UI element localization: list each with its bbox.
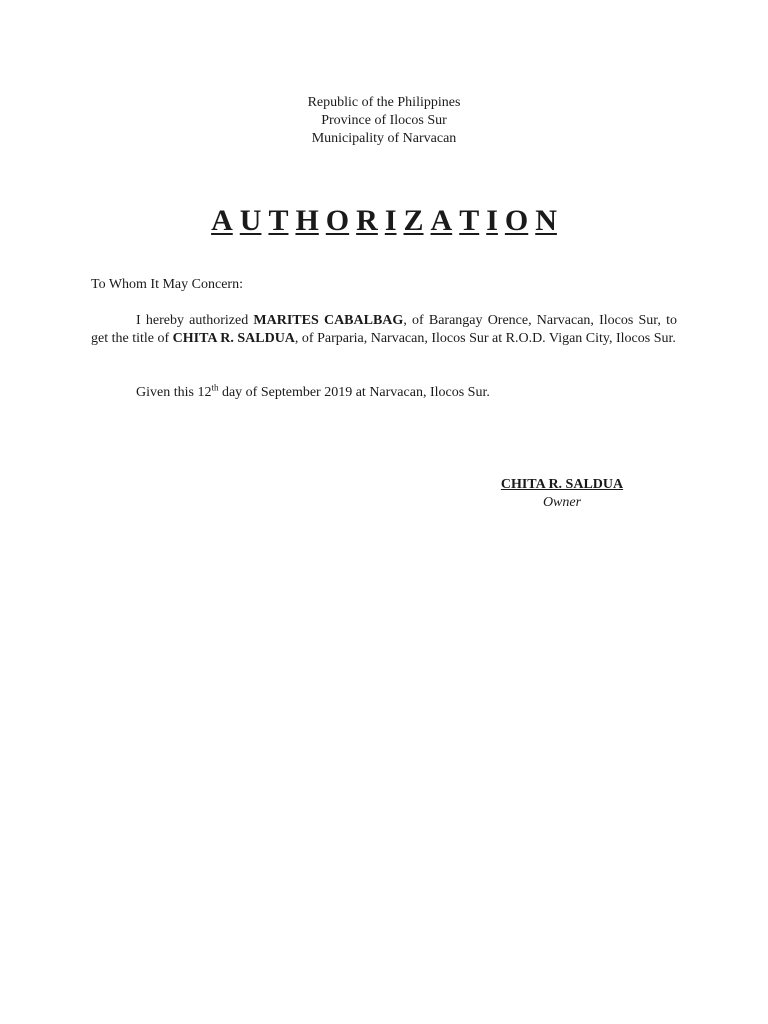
header-line-republic: Republic of the Philippines bbox=[307, 95, 461, 110]
header-line-municipality: Municipality of Narvacan bbox=[311, 131, 457, 146]
authorized-person-name: MARITES CABALBAG bbox=[253, 313, 404, 328]
ordinal-suffix: th bbox=[211, 382, 219, 393]
date-text: day of September 2019 at Narvacan, Ilocos Sur. bbox=[218, 385, 490, 400]
title-letter: H bbox=[295, 204, 319, 237]
title-letter: Z bbox=[403, 204, 424, 237]
title-letter: I bbox=[486, 204, 498, 237]
salutation: To Whom It May Concern: bbox=[91, 277, 243, 292]
signatory-role: Owner bbox=[542, 495, 582, 510]
date-paragraph bbox=[91, 384, 677, 402]
signatory-name: CHITA R. SALDUA bbox=[500, 477, 624, 492]
title-letter: O bbox=[325, 204, 350, 237]
document-header bbox=[0, 94, 768, 148]
signature-block bbox=[457, 476, 667, 512]
title-letter: A bbox=[211, 204, 233, 237]
paragraph-text: , of Parparia, Narvacan, Ilocos Sur at R.O.D. Vigan City, Ilocos Sur. bbox=[294, 331, 676, 346]
document-title bbox=[0, 203, 768, 239]
authorization-paragraph bbox=[91, 312, 677, 348]
paragraph-text: , of Barangay Orence, Narvacan, Ilocos Sur, to get the title of bbox=[91, 313, 677, 346]
paragraph-text: I hereby authorized bbox=[136, 313, 254, 328]
title-letter: I bbox=[384, 204, 397, 237]
title-letter: R bbox=[356, 204, 378, 237]
title-letter: O bbox=[504, 204, 529, 237]
title-letter: T bbox=[268, 204, 289, 237]
owner-name: CHITA R. SALDUA bbox=[172, 331, 295, 346]
date-text: Given this 12 bbox=[136, 385, 212, 400]
header-line-province: Province of Ilocos Sur bbox=[321, 113, 447, 128]
title-letter: A bbox=[430, 204, 453, 237]
title-letter: N bbox=[535, 204, 557, 237]
title-letter: U bbox=[239, 204, 262, 237]
title-letter: T bbox=[459, 204, 480, 237]
